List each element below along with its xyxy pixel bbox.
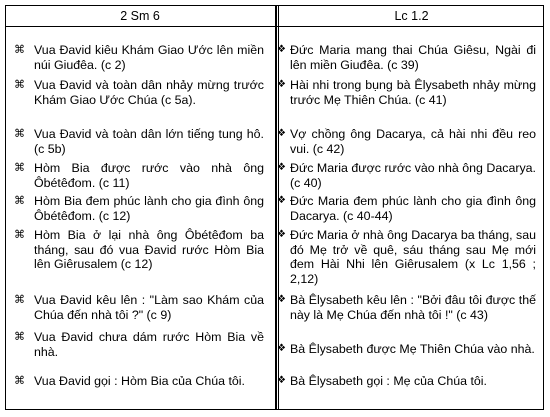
list-item: Hòm Bia đem phúc lành cho gia đình ông Ôbétêđom. (c 12) <box>34 194 264 223</box>
list-item: Đức Maria được rước vào nhà ông Dacarya. (c 40) <box>290 161 536 190</box>
bullet-icon: ⌘ <box>14 294 25 306</box>
bullet-icon: ⌘ <box>14 44 25 56</box>
list-item: Vua Đavid và toàn dân nhảy mừng trước Khám Giao Ước Chúa (c 5a). <box>34 78 264 107</box>
list-item: Vua Đavid kiêu Khám Giao Ước lên miền núi Giuđêa. (c 2) <box>34 43 264 72</box>
bullet-icon: ⌘ <box>14 128 25 140</box>
bullet-icon: ❖ <box>277 195 286 206</box>
bullet-icon: ⌘ <box>14 229 25 241</box>
list-item: Bà Êlysabeth kêu lên : "Bởi đâu tôi được thế này là Mẹ Chúa đến nhà tôi !" (c 43) <box>290 293 536 322</box>
bullet-icon: ❖ <box>277 375 286 386</box>
list-item: Vua Đavid chưa dám rước Hòm Bia về nhà. <box>34 330 264 359</box>
list-item: Đức Maria mang thai Chúa Giêsu, Ngài đi lên miền Giuđêa. (c 39) <box>290 43 536 72</box>
bullet-icon: ⌘ <box>14 331 25 343</box>
bullet-icon: ⌘ <box>14 79 25 91</box>
bullet-icon: ⌘ <box>14 195 25 207</box>
bullet-icon: ❖ <box>277 343 286 354</box>
list-item: Hòm Bia được rước vào nhà ông Ôbétêđom. (c 11) <box>34 161 264 190</box>
header-divider <box>6 26 543 27</box>
bullet-icon: ❖ <box>277 79 286 90</box>
list-item: Vua Đavid gọi : Hòm Bia của Chúa tôi. <box>34 374 245 388</box>
header-right: Lc 1.2 <box>394 9 429 23</box>
bullet-icon: ❖ <box>277 162 286 173</box>
list-item: Vua Đavid và toàn dân lớn tiếng tung hô. (c 5b) <box>34 127 264 156</box>
list-item: Đức Maria đem phúc lành cho gia đình ông Dacarya. (c 40-44) <box>290 194 536 223</box>
bullet-icon: ⌘ <box>14 375 25 387</box>
bullet-icon: ❖ <box>277 44 286 55</box>
list-item: Hòm Bia ở lại nhà ông Ôbétêđom ba tháng, sau đó vua Đavid rước Hòm Bia lên Giêrusalem (c 12) <box>34 228 264 272</box>
bullet-icon: ❖ <box>277 229 286 240</box>
list-item: Bà Êlysabeth gọi : Mẹ của Chúa tôi. <box>290 374 487 388</box>
list-item: Bà Êlysabeth được Mẹ Thiên Chúa vào nhà. <box>290 342 535 356</box>
list-item: Vợ chồng ông Dacarya, cả hài nhi đều reo vui. (c 42) <box>290 127 536 156</box>
list-item: Hài nhi trong bụng bà Êlysabeth nhảy mừng trước Mẹ Thiên Chúa. (c 41) <box>290 78 536 107</box>
list-item: Vua Đavid kêu lên : "Làm sao Khám của Chúa đến nhà tôi ?" (c 9) <box>34 293 264 322</box>
bullet-icon: ⌘ <box>14 162 25 174</box>
header-left: 2 Sm 6 <box>120 9 160 23</box>
list-item: Đức Maria ở nhà ông Dacarya ba tháng, sau đó Mẹ trở về quê, sáu tháng sau Mẹ mới đem Hài Nhi lên Giêrusalem (x Lc 1,56 ; 2,12) <box>290 228 536 286</box>
bullet-icon: ❖ <box>277 128 286 139</box>
bullet-icon: ❖ <box>277 294 286 305</box>
